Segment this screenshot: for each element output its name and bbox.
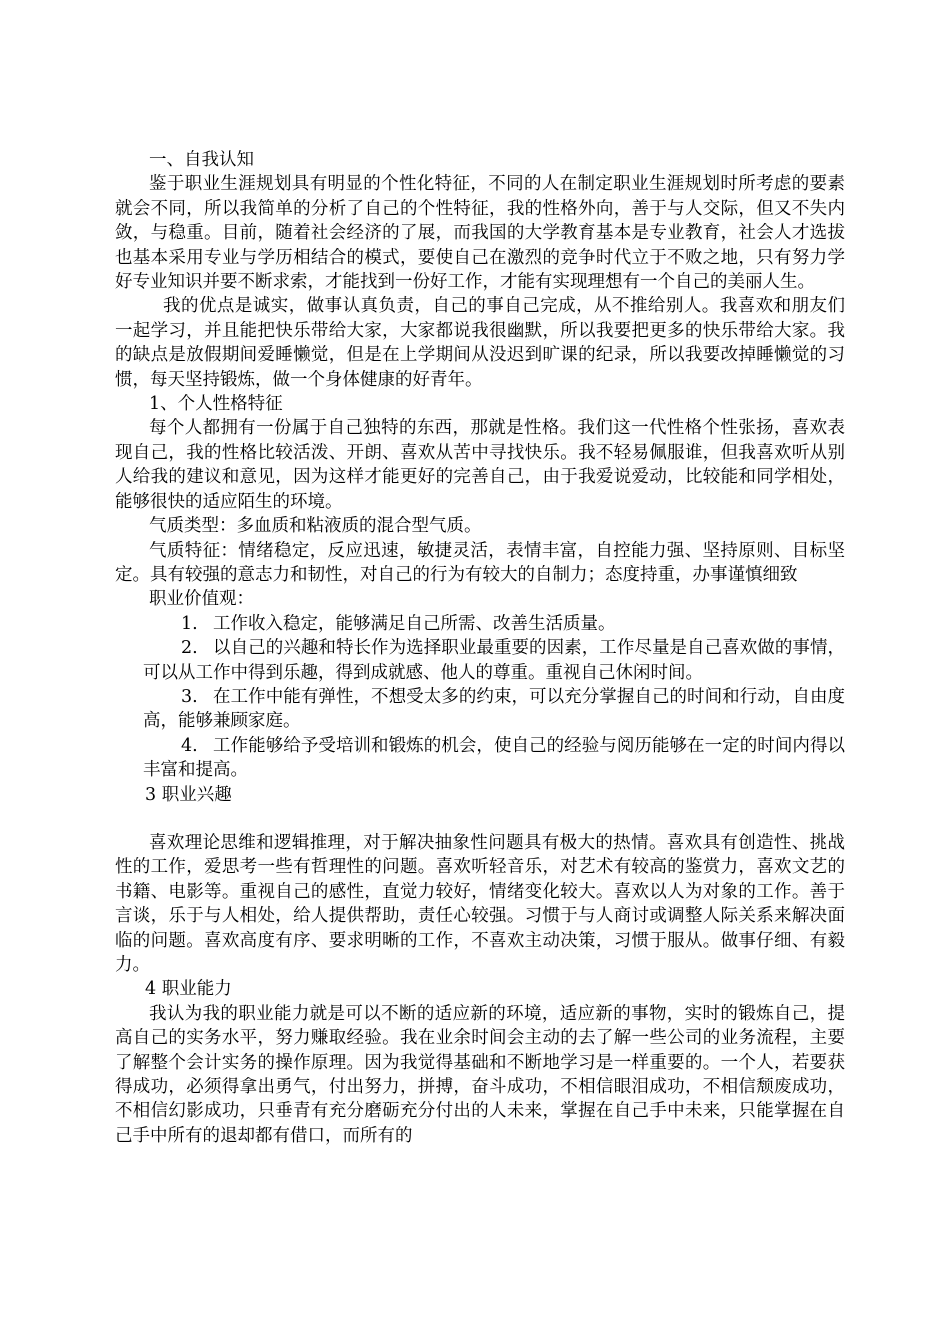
section-heading-self-awareness: 一、自我认知 bbox=[149, 150, 254, 170]
value-item-number: 2. bbox=[181, 638, 198, 659]
value-item-number: 1. bbox=[181, 613, 198, 634]
subheading-career-interest: 3 职业兴趣 bbox=[145, 784, 232, 805]
paragraph-career-interest: 喜欢理论思维和逻辑推理，对于解决抽象性问题具有极大的热情。喜欢具有创造性、挑战性的工作，爱思考一些有哲理性的问题。喜欢听轻音乐，对艺术有较高的鉴赏力，喜欢文艺的书籍、电影等。重视自己的感性，直觉力较好，情绪变化较大。喜欢以人为对象的工作。善于言谈，乐于与人相处，给人提供帮助，责任心较强。习惯于与人商讨或调整人际关系来解决面临的问题。喜欢高度有序、要求明晰的工作，不喜欢主动决策，习惯于服从。做事仔细、有毅力。 bbox=[115, 832, 845, 975]
subheading-personality: 1、个人性格特征 bbox=[149, 394, 283, 415]
value-item-4 bbox=[115, 734, 845, 783]
values-label: 职业价值观： bbox=[149, 589, 254, 610]
paragraph-career-ability: 我认为我的职业能力就是可以不断的适应新的环境，适应新的事物，实时的锻炼自己，提高自己的实务水平，努力赚取经验。我在业余时间会主动的去了解一些公司的业务流程，主要了解整个会计实务的操作原理。因为我觉得基础和不断地学习是一样重要的。一个人，若要获得成功，必须得拿出勇气，付出努力，拼搏，奋斗成功，不相信眼泪成功，不相信颓废成功，不相信幻影成功，只垂青有充分磨砺充分付出的人未来，掌握在自己手中未来，只能掌握在自己手中所有的退却都有借口，而所有的 bbox=[115, 1003, 845, 1146]
paragraph-strengths: 我的优点是诚实，做事认真负责，自己的事自己完成，从不推给别人。我喜欢和朋友们一起学习，并且能把快乐带给大家，大家都说我很幽默，所以我要把更多的快乐带给大家。我的缺点是放假期间爱睡懒觉，但是在上学期间从没迟到旷课的纪录，所以我要改掉睡懒觉的习惯，每天坚持锻炼，做一个身体健康的好青年。 bbox=[115, 296, 845, 390]
value-item-number: 4. bbox=[181, 735, 198, 756]
value-item-text: 以自己的兴趣和特长作为选择职业最重要的因素，工作尽量是自己喜欢做的事情，可以从工作中得到乐趣，得到成就感、他人的尊重。重视自己休闲时间。 bbox=[143, 638, 845, 683]
value-item-number: 3. bbox=[181, 686, 198, 707]
document-body bbox=[115, 148, 845, 1148]
paragraph-temperament-traits: 气质特征：情绪稳定，反应迅速，敏捷灵活，表情丰富，自控能力强、坚持原则、目标坚定。具有较强的意志力和韧性，对自己的行为有较大的自制力；态度持重，办事谨慎细致 bbox=[115, 540, 845, 585]
value-item-2 bbox=[115, 636, 845, 685]
paragraph-temperament-type: 气质类型：多血质和粘液质的混合型气质。 bbox=[149, 516, 482, 537]
value-item-text: 在工作中能有弹性，不想受太多的约束，可以充分掌握自己的时间和行动，自由度高，能够兼顾家庭。 bbox=[143, 686, 845, 732]
value-item-1 bbox=[115, 612, 845, 636]
value-item-text: 工作能够给予受培训和锻炼的机会，使自己的经验与阅历能够在一定的时间内得以丰富和提高。 bbox=[143, 735, 845, 781]
paragraph-intro: 鉴于职业生涯规划具有明显的个性化特征，不同的人在制定职业生涯规划时所考虑的要素就会不同，所以我简单的分析了自己的个性特征，我的性格外向，善于与人交际，但又不失内敛，与稳重。目前，随着社会经济的了展，而我国的大学教育基本是专业教育，社会人才选拔也基本采用专业与学历相结合的模式，要使自己在激烈的竞争时代立于不败之地，只有努力学好专业知识并要不断求索，才能找到一份好工作，才能有实现理想有一个自己的美丽人生。 bbox=[115, 174, 845, 293]
value-item-text: 工作收入稳定，能够满足自己所需、改善生活质量。 bbox=[213, 613, 616, 634]
paragraph-personality: 每个人都拥有一份属于自己独特的东西，那就是性格。我们这一代性格个性张扬，喜欢表现自己，我的性格比较活泼、开朗、喜欢从苦中寻找快乐。我不轻易佩服谁，但我喜欢听从别人给我的建议和意见，因为这样才能更好的完善自己，由于我爱说爱动，比较能和同学相处，能够很快的适应陌生的环境。 bbox=[115, 418, 845, 512]
value-item-3 bbox=[115, 685, 845, 734]
subheading-career-ability: 4 职业能力 bbox=[145, 979, 232, 1000]
